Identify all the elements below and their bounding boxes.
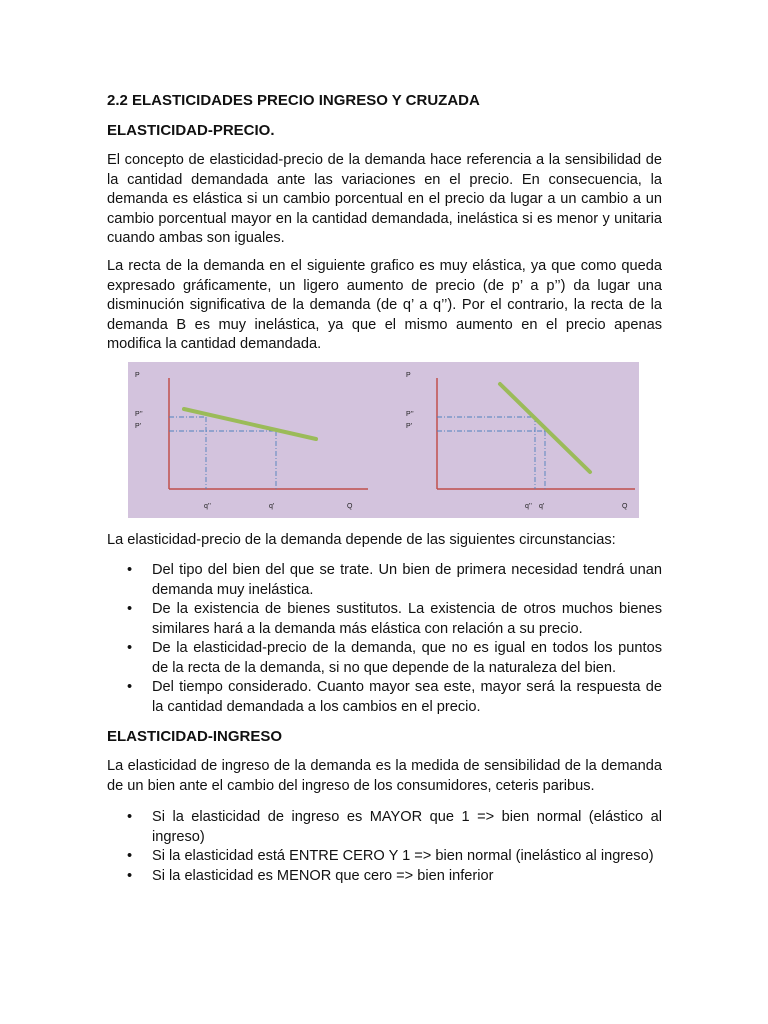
left-q2-label: q’’ <box>204 503 211 510</box>
circumstances-intro: La elasticidad-precio de la demanda depende de las siguientes circunstancias: <box>107 532 616 548</box>
left-demand-graph <box>135 372 368 510</box>
list-item-text: Si la elasticidad de ingreso es MAYOR que 1 => bien normal (elástico al ingreso) <box>152 809 662 845</box>
list-item-text: Si la elasticidad es MENOR que cero => bien inferior <box>152 867 494 884</box>
elasticidad-precio-heading: ELASTICIDAD-PRECIO. <box>107 122 275 139</box>
bullet-icon: • <box>127 809 133 825</box>
right-p2-label: P’’ <box>406 411 414 418</box>
list-item-text: De la elasticidad-precio de la demanda, que no es igual en todos los puntos de la recta de la demanda, si no que depende de la naturaleza del bien. <box>152 640 662 676</box>
list-item-text: Si la elasticidad está ENTRE CERO Y 1 => bien normal (inelástico al ingreso) <box>152 848 654 864</box>
section-title: 2.2 ELASTICIDADES PRECIO INGRESO Y CRUZADA <box>107 92 480 109</box>
bullet-icon: • <box>127 848 133 864</box>
left-demand-curve <box>184 409 316 439</box>
left-p1-label: P’ <box>135 423 142 430</box>
right-p1-label: P’ <box>406 423 413 430</box>
left-x-axis-label: Q <box>347 503 353 510</box>
ingreso-list <box>107 808 662 886</box>
bullet-icon: • <box>127 679 133 695</box>
demand-elasticity-figure <box>128 362 639 518</box>
left-p2-label: P’’ <box>135 411 143 418</box>
elasticidad-ingreso-paragraph: La elasticidad de ingreso de la demanda es la medida de sensibilidad de la demanda de un bien ante el cambio del ingreso de los consumidores, ceteris paribus. <box>107 758 662 794</box>
list-item-text: Del tiempo considerado. Cuanto mayor sea este, mayor será la respuesta de la cantidad demandada a los cambios en el precio. <box>152 679 662 715</box>
left-q1-label: q’ <box>269 503 275 510</box>
bullet-icon: • <box>127 867 133 884</box>
list-item <box>107 600 662 639</box>
list-item <box>107 639 662 678</box>
right-demand-graph <box>406 372 635 510</box>
right-q2-label: q’’ <box>525 503 532 510</box>
elasticidad-precio-paragraph-2: La recta de la demanda en el siguiente grafico es muy elástica, ya que como queda expresado gráficamente, un ligero aumento de precio (de p’ a p’’) da lugar una disminución significativa de la demanda (de q’ a q’’). Por el contrario, la recta de la demanda B es muy inelástica, ya que el mismo aumento en el precio apenas modifica la cantidad demandada. <box>107 258 662 352</box>
list-item <box>107 678 662 717</box>
demand-graphs-svg <box>128 362 639 518</box>
right-x-axis-label: Q <box>622 503 628 510</box>
list-item-text: De la existencia de bienes sustitutos. La existencia de otros muchos bienes similares hará a la demanda más elástica con relación a su precio. <box>152 601 662 637</box>
bullet-icon: • <box>127 640 133 656</box>
elasticidad-precio-paragraph-1: El concepto de elasticidad-precio de la demanda hace referencia a la sensibilidad de la cantidad demandada ante las variaciones en el precio. En consecuencia, la demanda es elástica si un cambio porcentual en el precio da lugar a un cambio a un cambio porcentual mayor en la cantidad demandada, inelástica si es menor y unitaria cuando ambas son iguales. <box>107 152 662 246</box>
list-item <box>107 808 662 847</box>
list-item <box>107 867 662 887</box>
left-y-axis-label: P <box>135 372 140 379</box>
right-q1-label: q’ <box>539 503 545 510</box>
elasticidad-ingreso-heading: ELASTICIDAD-INGRESO <box>107 728 283 745</box>
list-item <box>107 561 662 600</box>
bullet-icon: • <box>127 562 133 578</box>
bullet-icon: • <box>127 601 133 617</box>
right-y-axis-label: P <box>406 372 411 379</box>
list-item <box>107 847 662 867</box>
list-item-text: Del tipo del bien del que se trate. Un bien de primera necesidad tendrá unan demanda muy inelástica. <box>152 562 662 598</box>
circumstances-list <box>107 561 662 717</box>
